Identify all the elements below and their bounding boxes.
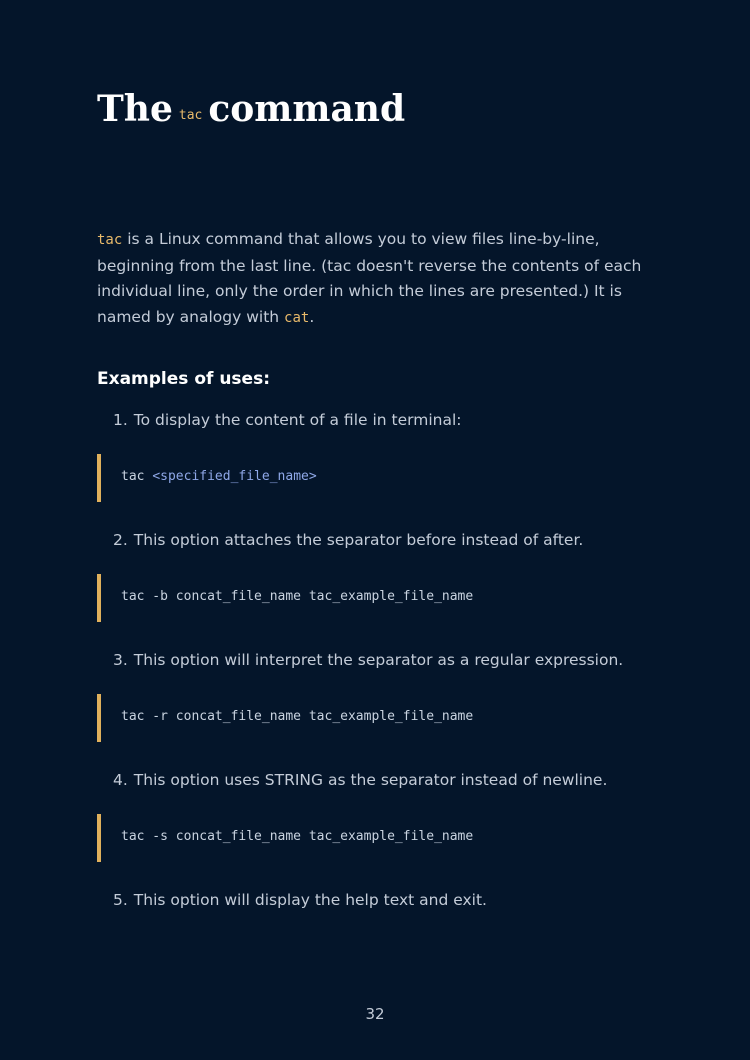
example-text: This option uses STRING as the separator instead of newline. xyxy=(133,771,608,789)
example-number: 1. xyxy=(113,411,128,429)
example-text: To display the content of a file in terminal: xyxy=(133,411,462,429)
examples-heading: Examples of uses: xyxy=(97,369,270,389)
code-block-1 xyxy=(97,454,657,502)
example-number: 3. xyxy=(113,651,128,669)
example-item-2 xyxy=(113,531,583,549)
page-title xyxy=(97,86,405,139)
code-line: tac -r concat_file_name tac_example_file_name xyxy=(121,709,474,724)
code-line xyxy=(121,469,317,484)
example-number: 2. xyxy=(113,531,128,549)
title-prefix: The xyxy=(97,88,173,130)
example-item-1 xyxy=(113,411,462,429)
code-command: tac xyxy=(121,469,153,484)
example-text: This option attaches the separator before instead of after. xyxy=(133,531,584,549)
code-line: tac -s concat_file_name tac_example_file_name xyxy=(121,829,474,844)
example-number: 4. xyxy=(113,771,128,789)
intro-text: is a Linux command that allows you to view files line-by-line, beginning from the last line. (tac doesn't reverse the contents of each individual line, only the order in which the lines are presented.) It is named by analogy with xyxy=(97,230,642,326)
code-line: tac -b concat_file_name tac_example_file_name xyxy=(121,589,474,604)
example-item-4 xyxy=(113,771,607,789)
title-code: tac xyxy=(178,108,203,123)
example-item-5 xyxy=(113,891,487,909)
intro-period: . xyxy=(309,307,315,326)
code-block-2 xyxy=(97,574,657,622)
code-block-3 xyxy=(97,694,657,742)
example-text: This option will display the help text and exit. xyxy=(133,891,487,909)
code-block-4 xyxy=(97,814,657,862)
intro-paragraph xyxy=(97,227,657,331)
intro-code-cat: cat xyxy=(284,309,310,326)
page-number: 32 xyxy=(365,1005,385,1023)
example-item-3 xyxy=(113,651,623,669)
code-argument: <specified_file_name> xyxy=(152,469,317,484)
example-text: This option will interpret the separator as a regular expression. xyxy=(133,651,624,669)
example-number: 5. xyxy=(113,891,128,909)
intro-code-tac: tac xyxy=(97,232,123,248)
title-suffix: command xyxy=(208,88,406,130)
